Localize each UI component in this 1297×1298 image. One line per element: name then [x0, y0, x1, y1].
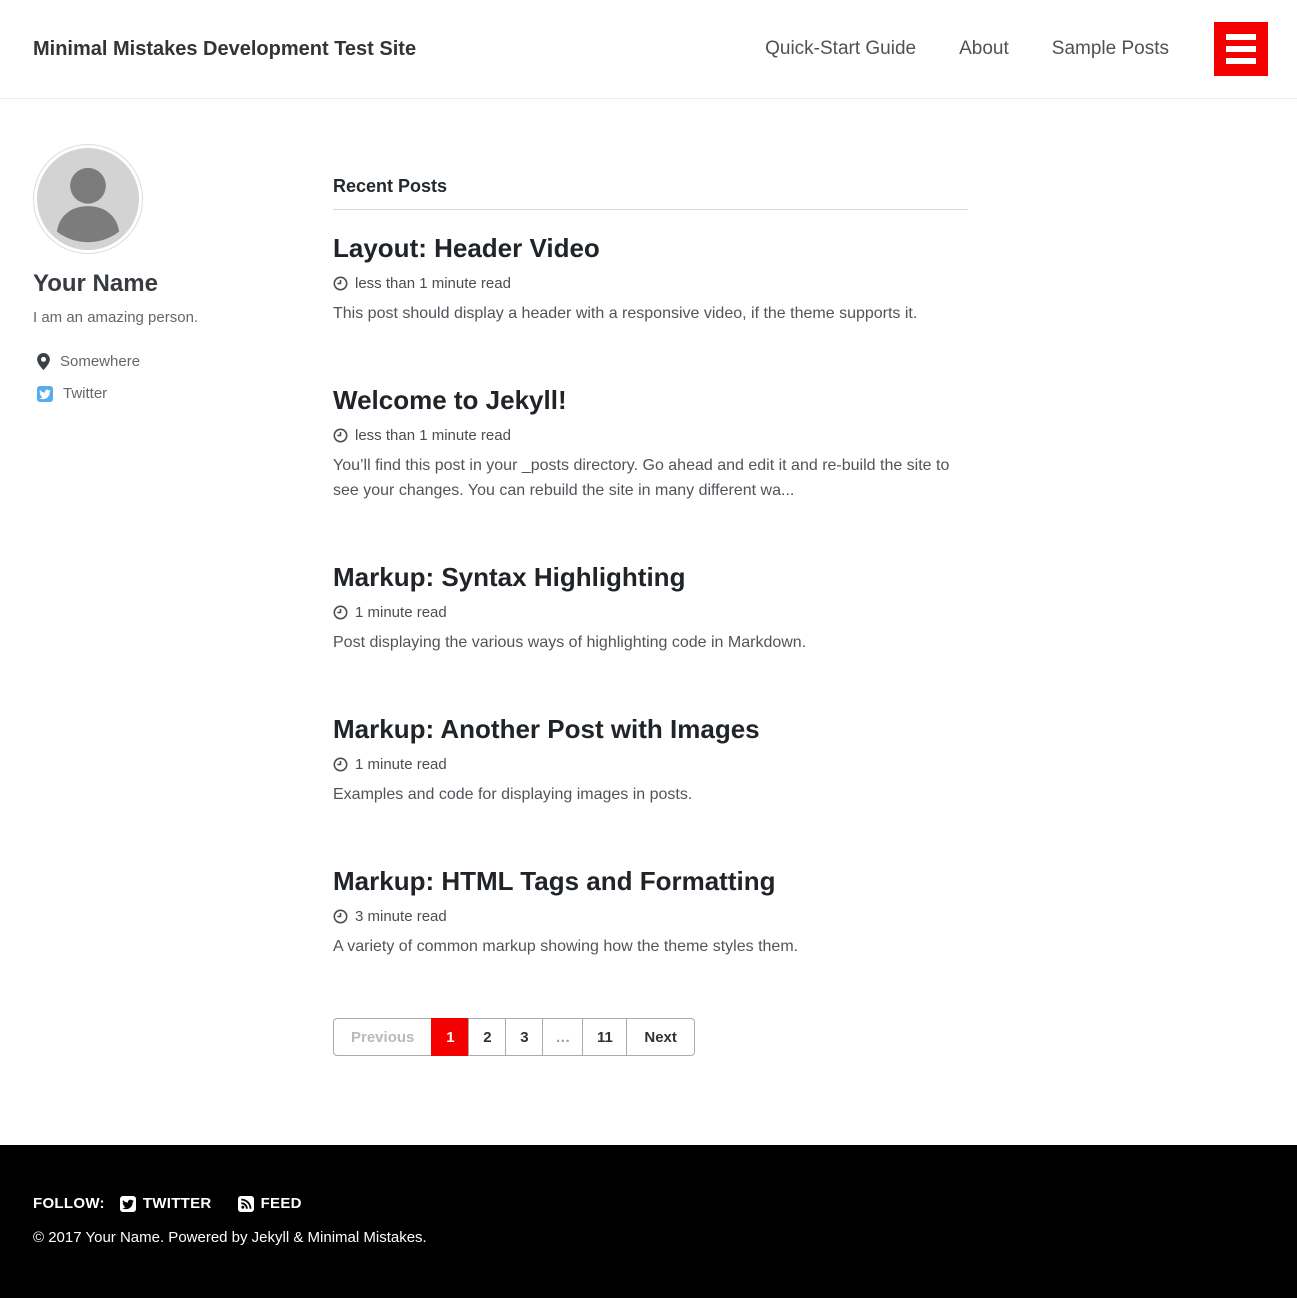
footer-feed-label: FEED: [260, 1195, 302, 1212]
pagination-ellipsis: …: [542, 1018, 583, 1056]
hamburger-icon: [1226, 58, 1256, 64]
pagination: [333, 1018, 968, 1056]
pagination-next-button[interactable]: Next: [626, 1018, 695, 1056]
post-excerpt: You’ll find this post in your _posts directory. Go ahead and edit it and re-build the site to see your changes. You can rebuild the site in many different wa...: [333, 457, 950, 499]
read-time: less than 1 minute read: [355, 275, 511, 292]
recent-posts-section: [333, 144, 968, 1145]
page-footer: [0, 1145, 1297, 1298]
author-bio: I am an amazing person.: [33, 309, 199, 326]
post-meta: [333, 275, 968, 292]
clock-icon: [333, 276, 348, 291]
author-name: Your Name: [33, 270, 158, 297]
post-meta: [333, 908, 968, 925]
clock-icon: [333, 428, 348, 443]
post-excerpt: Post displaying the various ways of highlighting code in Markdown.: [333, 634, 807, 651]
nav-item-sample-posts[interactable]: Sample Posts: [1051, 38, 1169, 59]
follow-row: [33, 1195, 1264, 1212]
footer-twitter-label: TWITTER: [142, 1195, 212, 1212]
map-marker-icon: [37, 353, 50, 370]
twitter-label: Twitter: [63, 385, 108, 402]
follow-label: FOLLOW:: [33, 1195, 105, 1212]
post-title-link[interactable]: Layout: Header Video: [333, 233, 600, 263]
post-meta: [333, 427, 968, 444]
pagination-page-11[interactable]: 11: [582, 1018, 627, 1056]
read-time: 1 minute read: [355, 756, 447, 773]
post-excerpt: A variety of common markup showing how the theme styles them.: [333, 938, 799, 955]
pagination-previous-button: Previous: [333, 1018, 432, 1056]
twitter-square-icon: [37, 386, 53, 402]
post-title-link[interactable]: Markup: HTML Tags and Formatting: [333, 866, 776, 896]
person-silhouette-icon: [37, 148, 139, 250]
author-links: [33, 353, 333, 402]
nav-item-about[interactable]: About: [959, 38, 1009, 59]
pagination-page-1-current[interactable]: 1: [431, 1018, 469, 1056]
clock-icon: [333, 909, 348, 924]
avatar: [33, 144, 143, 254]
post-title-link[interactable]: Markup: Syntax Highlighting: [333, 562, 686, 592]
post-title-link[interactable]: Welcome to Jekyll!: [333, 385, 567, 415]
author-twitter-link[interactable]: [33, 385, 333, 402]
post-title-link[interactable]: Markup: Another Post with Images: [333, 714, 760, 744]
read-time: 1 minute read: [355, 604, 447, 621]
site-title[interactable]: Minimal Mistakes Development Test Site: [33, 37, 417, 60]
read-time: 3 minute read: [355, 908, 447, 925]
page-content: [0, 99, 1297, 1145]
post-item: [333, 866, 968, 959]
post-meta: [333, 604, 968, 621]
author-sidebar: [33, 144, 333, 1145]
menu-toggle-button[interactable]: [1214, 22, 1268, 76]
post-item: [333, 233, 968, 326]
footer-twitter-link[interactable]: [120, 1195, 212, 1212]
hamburger-icon: [1226, 34, 1256, 40]
nav-item-quick-start-guide[interactable]: Quick-Start Guide: [765, 38, 917, 59]
post-meta: [333, 756, 968, 773]
post-excerpt: Examples and code for displaying images in posts.: [333, 786, 693, 803]
read-time: less than 1 minute read: [355, 427, 511, 444]
pagination-page-3[interactable]: 3: [505, 1018, 543, 1056]
pagination-page-2[interactable]: 2: [468, 1018, 506, 1056]
post-list: [333, 233, 968, 959]
clock-icon: [333, 605, 348, 620]
twitter-square-icon: [120, 1196, 136, 1212]
masthead: [0, 0, 1297, 99]
post-item: [333, 714, 968, 807]
location-label: Somewhere: [60, 353, 141, 370]
hamburger-icon: [1226, 46, 1256, 52]
post-item: [333, 562, 968, 655]
primary-nav: [765, 38, 1214, 60]
clock-icon: [333, 757, 348, 772]
post-excerpt: This post should display a header with a responsive video, if the theme supports it.: [333, 305, 918, 322]
rss-square-icon: [238, 1196, 254, 1212]
copyright-text: © 2017 Your Name. Powered by Jekyll & Minimal Mistakes.: [33, 1229, 427, 1246]
archive-heading: Recent Posts: [333, 176, 968, 210]
author-location: [33, 353, 333, 370]
post-item: [333, 385, 968, 503]
footer-feed-link[interactable]: [238, 1195, 302, 1212]
